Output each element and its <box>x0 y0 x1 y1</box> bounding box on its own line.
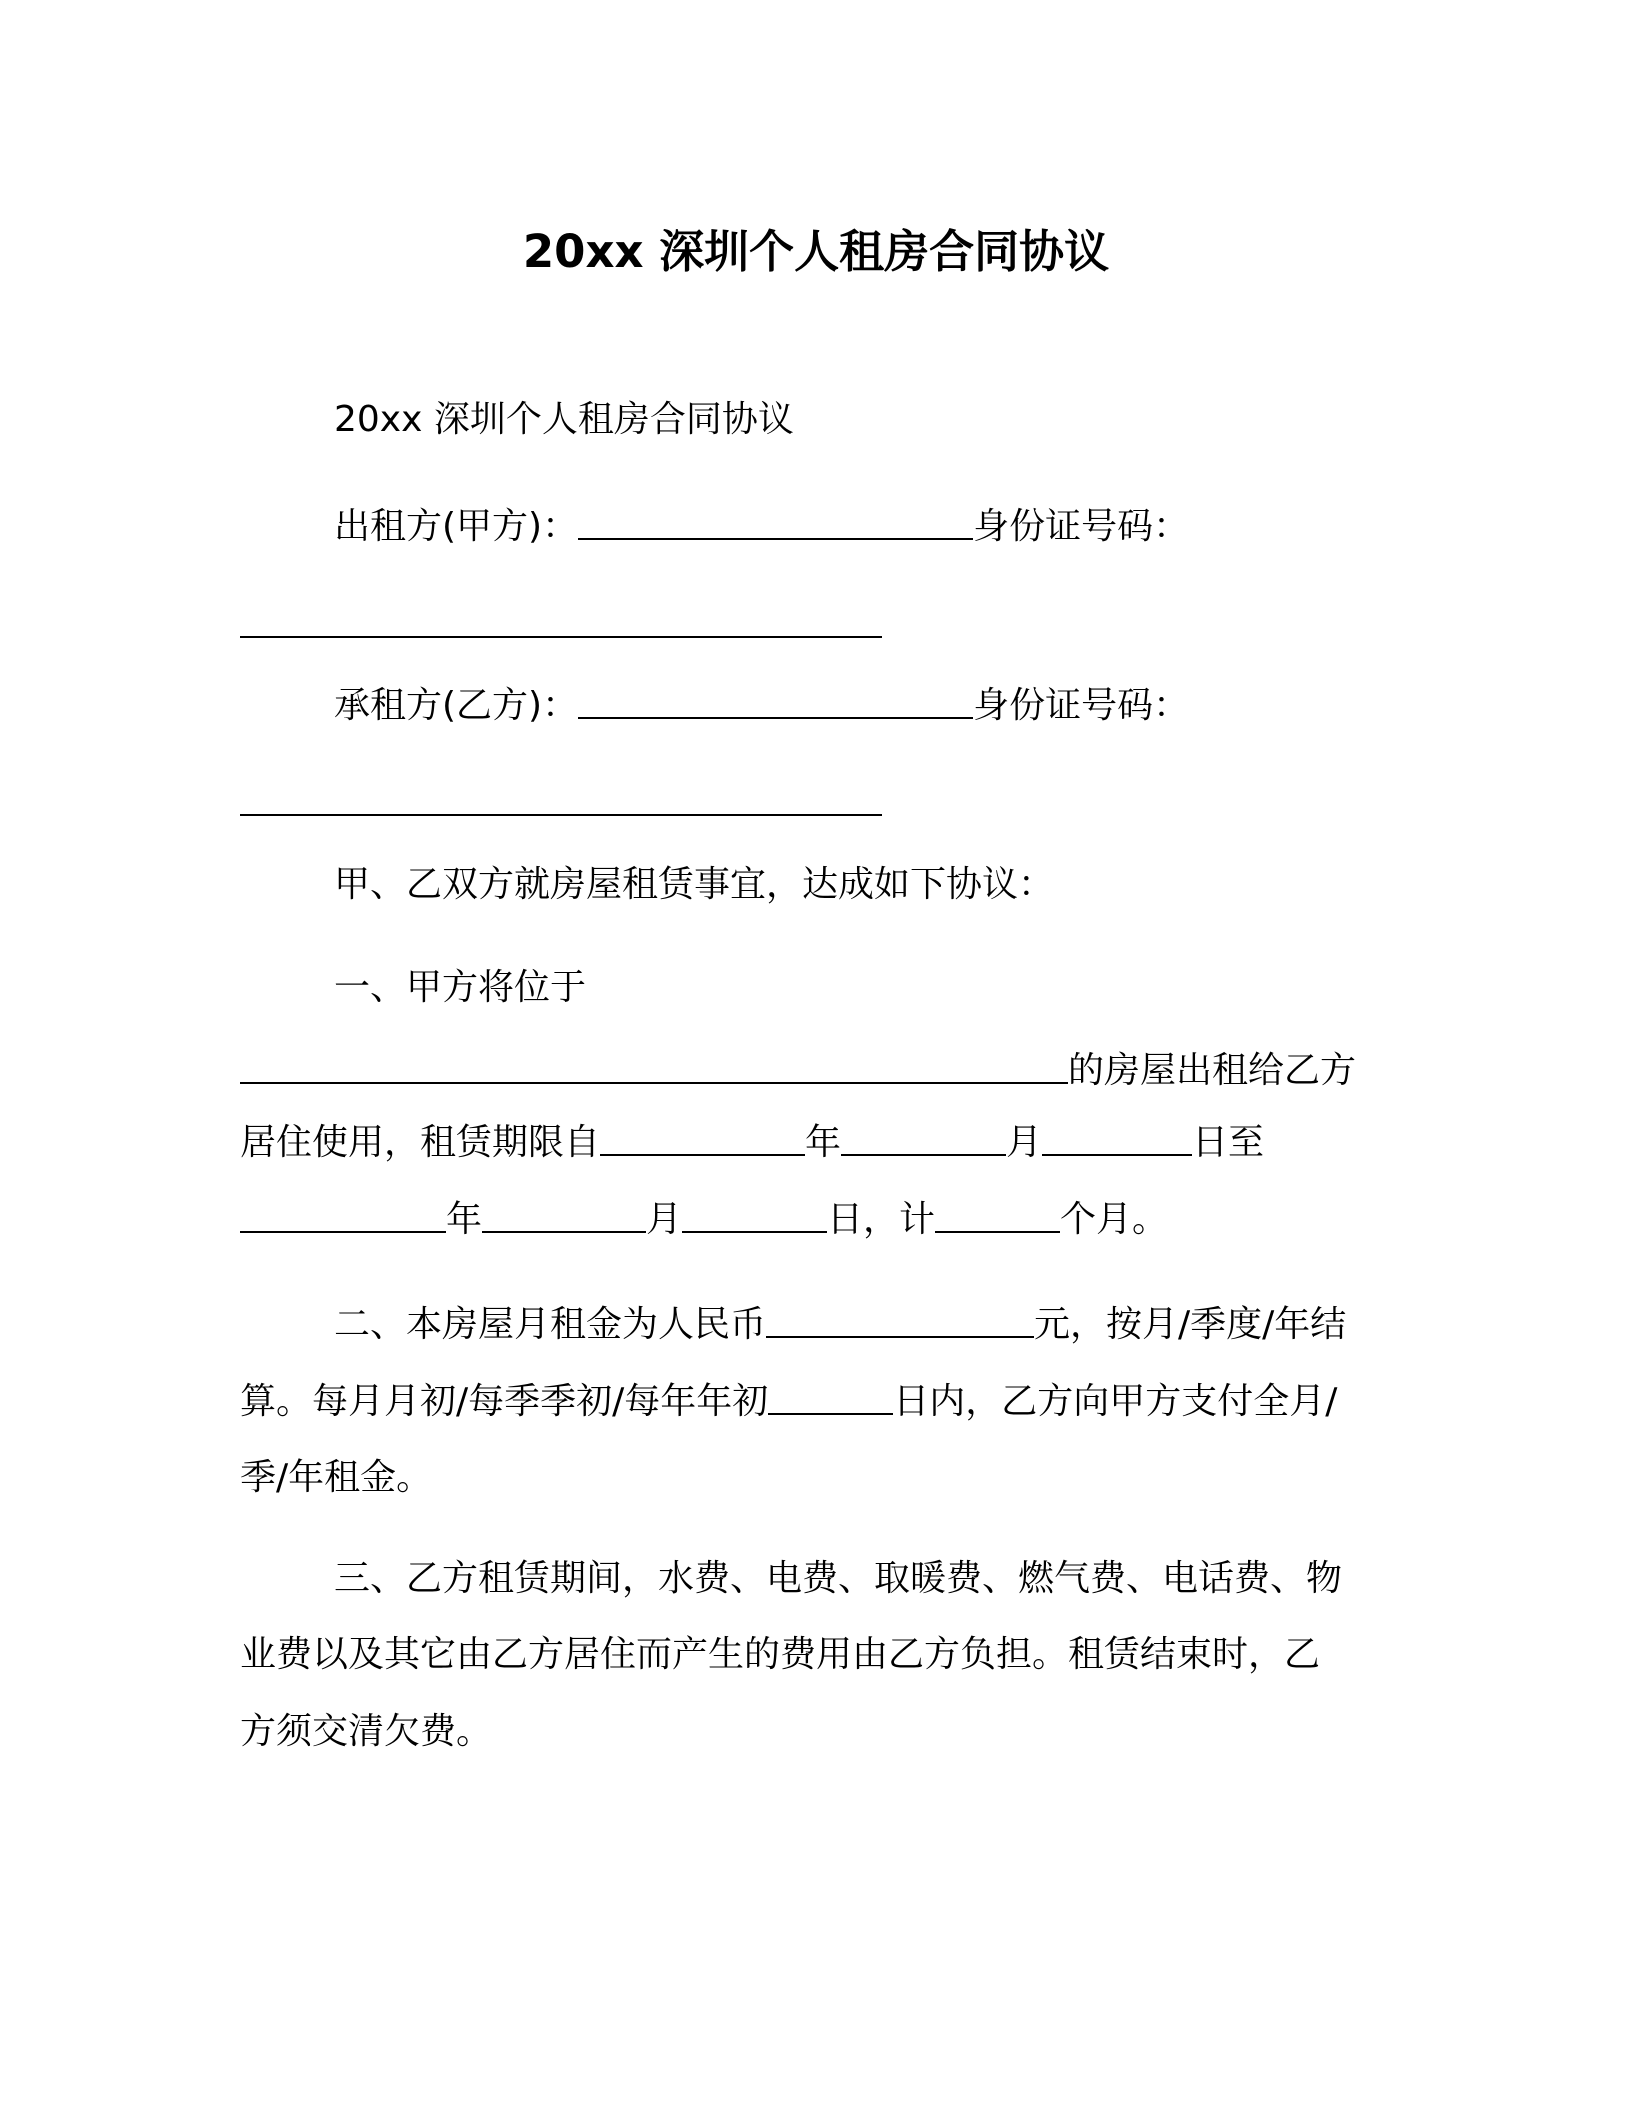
start-year-blank <box>600 1118 805 1156</box>
clause2-payment-cycle: 元，按月/季度/年结 <box>1034 1304 1347 1345</box>
start-day-blank <box>1042 1118 1192 1156</box>
lessor-id-line <box>240 600 882 649</box>
end-year-label: 年 <box>446 1199 483 1240</box>
clause2-due-label: 算。每月月初/每季季初/每年年初 <box>240 1381 769 1422</box>
intro-paragraph: 甲、乙双方就房屋租赁事宜，达成如下协议： <box>334 864 1055 905</box>
clause2-line3: 季/年租金。 <box>240 1457 433 1498</box>
lessee-id-line <box>240 778 882 827</box>
clause3-line1: 三、乙方租赁期间，水费、电费、取暖费、燃气费、电话费、物 <box>334 1558 1343 1599</box>
clause1-term-start: 居住使用，租赁期限自 <box>240 1122 601 1163</box>
end-day-label: 日，计 <box>827 1199 936 1240</box>
due-days-blank <box>768 1377 893 1415</box>
clause2-line2 <box>240 1377 1337 1426</box>
address-blank <box>240 1046 1068 1084</box>
lessee-line <box>334 681 1189 730</box>
lessor-name-blank <box>578 502 973 540</box>
document-title: 20xx 深圳个人租房合同协议 <box>522 225 1110 278</box>
clause1-line1 <box>240 1046 1356 1095</box>
clause1-line3 <box>240 1195 1168 1244</box>
lessor-id-blank <box>240 600 882 638</box>
lessee-name-blank <box>578 681 973 719</box>
rent-amount-blank <box>766 1300 1034 1338</box>
start-month-label: 月 <box>1006 1122 1043 1163</box>
lessor-id-label: 身份证号码： <box>973 506 1190 547</box>
lessor-label: 出租方(甲方)： <box>334 506 579 547</box>
months-label: 个月。 <box>1060 1199 1169 1240</box>
clause1-after-address: 的房屋出租给乙方 <box>1068 1050 1357 1091</box>
start-year-label: 年 <box>805 1122 842 1163</box>
lessee-label: 承租方(乙方)： <box>334 685 579 726</box>
start-month-blank <box>841 1118 1006 1156</box>
clause3-line2: 业费以及其它由乙方居住而产生的费用由乙方负担。租赁结束时，乙 <box>240 1634 1321 1675</box>
end-month-label: 月 <box>646 1199 683 1240</box>
clause3-line3: 方须交清欠费。 <box>240 1711 493 1752</box>
end-year-blank <box>240 1195 446 1233</box>
start-day-label: 日至 <box>1192 1122 1265 1163</box>
document-subtitle: 20xx 深圳个人租房合同协议 <box>334 399 794 440</box>
clause1-heading: 一、甲方将位于 <box>334 967 587 1008</box>
months-count-blank <box>935 1195 1060 1233</box>
clause2-rent-label: 二、本房屋月租金为人民币 <box>334 1304 767 1345</box>
lessee-id-label: 身份证号码： <box>973 685 1190 726</box>
lessor-line <box>334 502 1189 551</box>
lessee-id-blank <box>240 778 882 816</box>
end-day-blank <box>682 1195 827 1233</box>
clause1-line2 <box>240 1118 1264 1167</box>
clause2-due-end: 日内，乙方向甲方支付全月/ <box>893 1381 1338 1422</box>
end-month-blank <box>482 1195 646 1233</box>
clause2-line1 <box>334 1300 1346 1349</box>
